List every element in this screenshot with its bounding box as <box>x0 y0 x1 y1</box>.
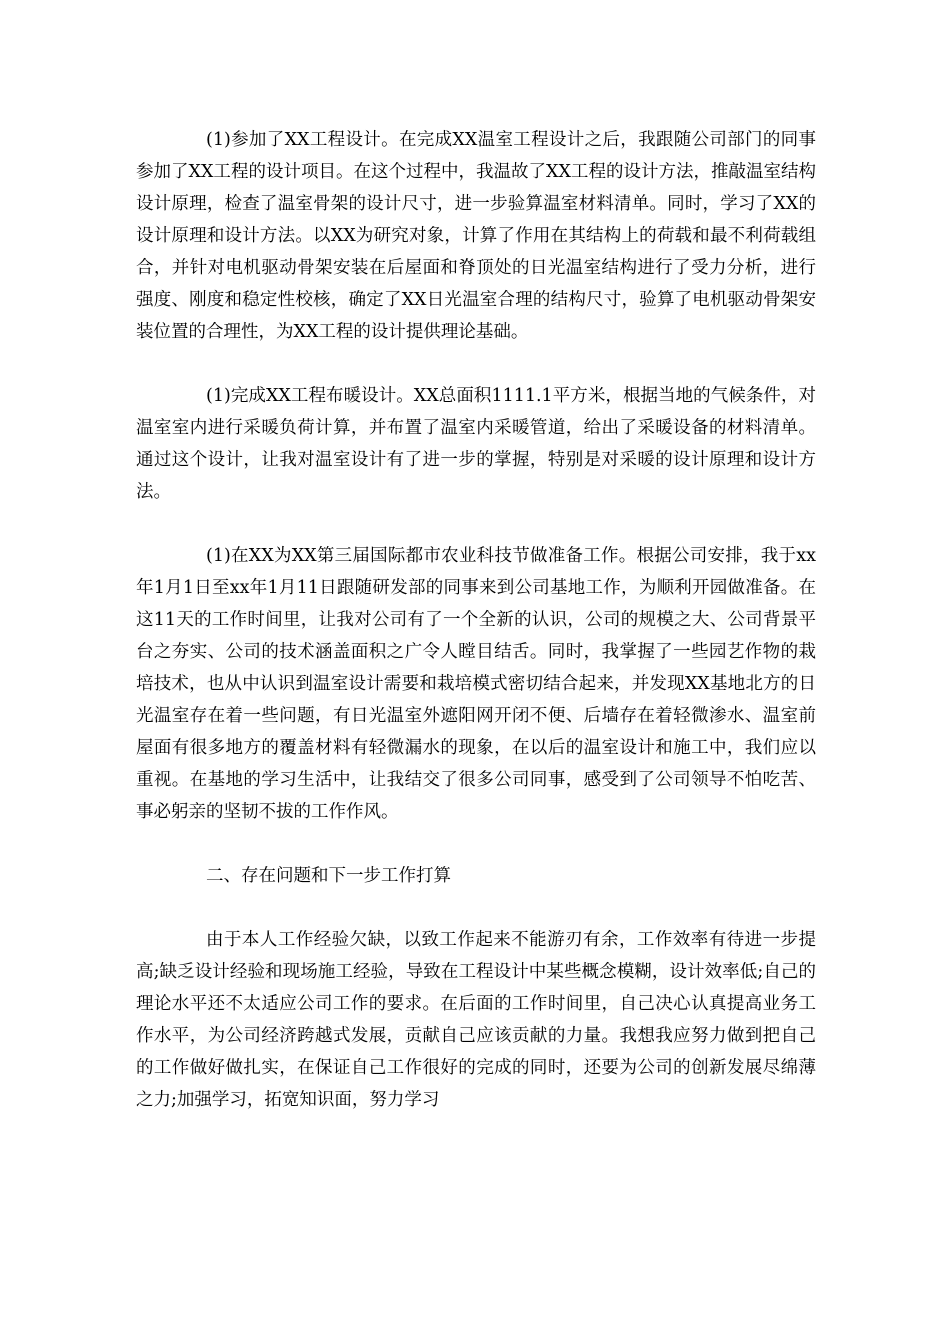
paragraph-heating-design: (1)完成XX工程布暖设计。XX总面积1111.1平方米，根据当地的气候条件，对温室室内进行采暖负荷计算，并布置了温室内采暖管道，给出了采暖设备的材料清单。通过这个设计，让我对温室设计有了进一步的掌握，特别是对采暖的设计原理和设计方法。 <box>136 386 816 502</box>
paragraph-xx-project-design: (1)参加了XX工程设计。在完成XX温室工程设计之后，我跟随公司部门的同事参加了XX工程的设计项目。在这个过程中，我温故了XX工程的设计方法，推敲温室结构设计原理，检查了温室骨架的设计尺寸，进一步验算温室材料清单。同时，学习了XX的设计原理和设计方法。以XX为研究对象，计算了作用在其结构上的荷载和最不利荷载组合，并针对电机驱动骨架安装在后屋面和脊顶处的日光温室结构进行了受力分析，进行强度、刚度和稳定性校核，确定了XX日光温室合理的结构尺寸，验算了电机驱动骨架安装位置的合理性，为XX工程的设计提供理论基础。 <box>136 130 816 342</box>
paragraph-tech-festival-preparation: (1)在XX为XX第三届国际都市农业科技节做准备工作。根据公司安排，我于xx年1月1日至xx年1月11日跟随研发部的同事来到公司基地工作，为顺利开园做准备。在这11天的工作时间里，让我对公司有了一个全新的认识，公司的规模之大、公司背景平台之夯实、公司的技术涵盖面积之广令人瞠目结舌。同时，我掌握了一些园艺作物的栽培技术，也从中认识到温室设计需要和栽培模式密切结合起来，并发现XX基地北方的日光温室存在着一些问题，有日光温室外遮阳网开闭不便、后墙存在着轻微渗水、温室前屋面有很多地方的覆盖材料有轻微漏水的现象，在以后的温室设计和施工中，我们应以重视。在基地的学习生活中，让我结交了很多公司同事，感受到了公司领导不怕吃苦、事必躬亲的坚韧不拔的工作作风。 <box>136 546 816 822</box>
paragraph-problems-and-plans: 由于本人工作经验欠缺，以致工作起来不能游刃有余，工作效率有待进一步提高;缺乏设计经验和现场施工经验，导致在工程设计中某些概念模糊，设计效率低;自己的理论水平还不太适应公司工作的要求。在后面的工作时间里，自己决心认真提高业务工作水平，为公司经济跨越式发展，贡献自己应该贡献的力量。我想我应努力做到把自己的工作做好做扎实，在保证自己工作很好的完成的同时，还要为公司的创新发展尽绵薄之力;加强学习，拓宽知识面，努力学习 <box>136 930 816 1110</box>
section-heading-problems-and-plans: 二、存在问题和下一步工作打算 <box>206 866 451 886</box>
document-body <box>136 124 816 1148</box>
